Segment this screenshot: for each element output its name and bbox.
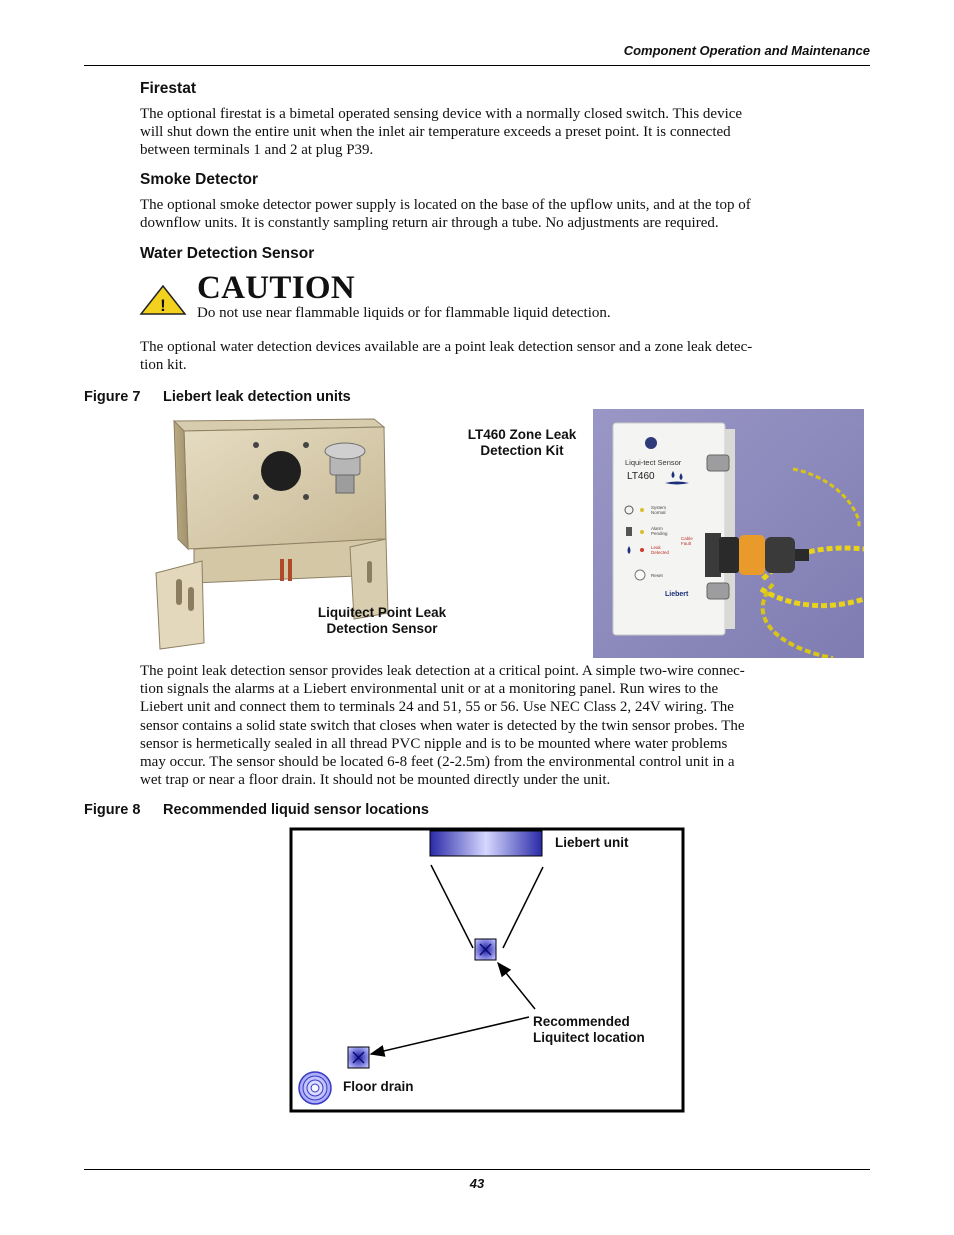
figure-title: Recommended liquid sensor locations	[163, 802, 429, 818]
status-label: Detected	[651, 550, 670, 555]
label-line: Detection Sensor	[326, 620, 438, 636]
svg-text:!: !	[160, 296, 166, 315]
heading-smoke-detector: Smoke Detector	[140, 171, 259, 188]
lt460-zone-kit-photo	[593, 409, 864, 658]
caution-text: Do not use near flammable liquids or for flammable liquid detection.	[197, 305, 611, 321]
text-line: will shut down the entire unit when the inlet air temperature exceeds a preset point. It is connected	[140, 124, 731, 141]
sensor-marker-near-unit	[475, 939, 496, 960]
status-label: Pending	[651, 531, 668, 536]
text-line: tion kit.	[140, 357, 187, 374]
heading-firestat: Firestat	[140, 80, 196, 97]
label-line: Liquitect Point Leak	[317, 605, 447, 620]
text-line: Liebert unit and connect them to terminals 24 and 51, 55 or 56. Use NEC Class 2, 24V wiring. The	[140, 699, 734, 716]
figure-number: Figure 8	[84, 802, 141, 818]
paragraph-water-detection	[140, 338, 870, 374]
floor-drain-icon	[299, 1072, 331, 1104]
text-line: downflow units. It is constantly sampling return air through a tube. No adjustments are required.	[140, 215, 719, 232]
text-line: between terminals 1 and 2 at plug P39.	[140, 142, 374, 159]
text-line: wet trap or near a floor drain. It should not be mounted directly under the unit.	[140, 772, 611, 789]
sensor-location-diagram	[289, 827, 685, 1113]
status-label: Fault	[681, 541, 692, 546]
figure-8-caption	[84, 802, 429, 818]
device-model: LT460	[627, 471, 655, 482]
label-point-leak-sensor	[302, 605, 462, 636]
text-line: The optional smoke detector power supply is located on the base of the upflow units, and at the top of	[140, 197, 751, 213]
label-floor-drain: Floor drain	[343, 1079, 414, 1094]
text-line: The optional firestat is a bimetal operated sensing device with a normally closed switch. This device	[140, 106, 743, 122]
caution-title: CAUTION	[197, 270, 355, 306]
page-number: 43	[469, 1176, 485, 1191]
label-zone-leak-kit	[452, 427, 592, 458]
paragraph-smoke-detector	[140, 196, 870, 232]
text-line: tion signals the alarms at a Liebert environmental unit or at a monitoring panel. Run wires to the	[140, 681, 719, 698]
running-header: Component Operation and Maintenance	[623, 43, 870, 58]
text-line: The optional water detection devices available are a point leak detection sensor and a zone leak detec-	[140, 339, 753, 355]
liebert-unit-block	[430, 831, 542, 856]
label-recommended: Recommended	[533, 1014, 630, 1029]
status-label: Leak	[651, 545, 661, 550]
status-label: System	[651, 505, 667, 510]
footer-rule	[84, 1169, 870, 1170]
status-label: Normal	[651, 510, 666, 515]
heading-water-detection: Water Detection Sensor	[140, 245, 315, 262]
device-brand: Liqui-tect Sensor	[625, 458, 682, 467]
label-liquitect-location: Liquitect location	[533, 1030, 645, 1045]
paragraph-firestat	[140, 105, 870, 160]
text-line: sensor contains a solid state switch that closes when water is detected by the twin sensor probes. The	[140, 717, 745, 734]
warning-triangle-icon	[139, 284, 187, 316]
text-line: sensor is hermetically sealed in all thread PVC nipple and is to be mounted where water problems	[140, 735, 728, 752]
text-line: may occur. The sensor should be located 6-8 feet (2-2.5m) from the environmental control unit in a	[140, 754, 735, 771]
label-liebert-unit: Liebert unit	[555, 835, 629, 850]
figure-number: Figure 7	[84, 389, 141, 405]
sensor-marker-near-drain	[348, 1047, 369, 1068]
device-logo: Liebert	[665, 591, 689, 598]
text-line: The point leak detection sensor provides leak detection at a critical point. A simple two-wire connec-	[140, 663, 745, 679]
header-rule	[84, 65, 870, 66]
label-line: LT460 Zone Leak	[467, 427, 577, 442]
status-label: Alarm	[651, 526, 663, 531]
figure-7-caption	[84, 389, 351, 405]
reset-label: Reset	[651, 573, 663, 578]
status-label: Cable	[681, 536, 693, 541]
figure-title: Liebert leak detection units	[163, 389, 351, 405]
room-outline	[291, 829, 683, 1111]
paragraph-point-leak	[140, 662, 870, 789]
label-line: Detection Kit	[480, 442, 564, 458]
